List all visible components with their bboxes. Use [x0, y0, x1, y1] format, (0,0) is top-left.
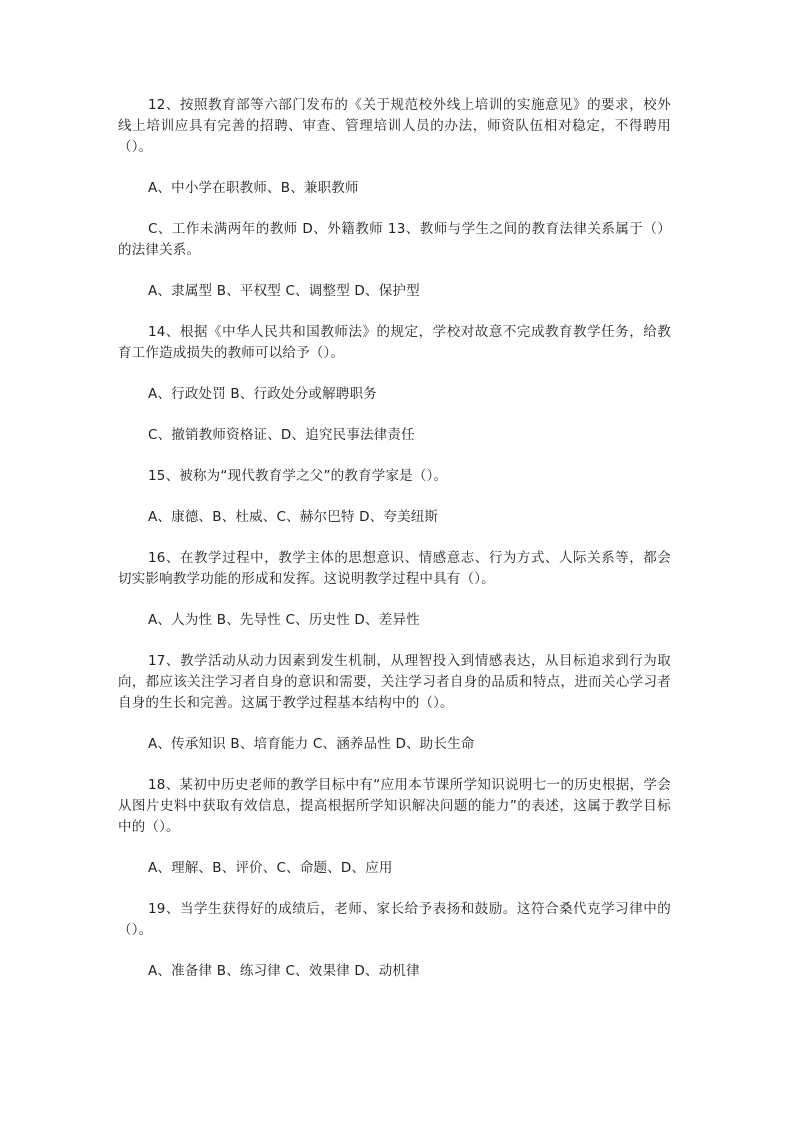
question-16-stem: 16、在教学过程中，教学主体的思想意识、情感意志、行为方式、人际关系等，都会切实影响教学功能的形成和发挥。这说明教学过程中具有（）。: [118, 550, 671, 587]
question-12-options-c-d-question-13-stem: C、工作未满两年的教师 D、外籍教师 13、教师与学生之间的教育法律关系属于（）的法律关系。: [118, 221, 671, 258]
question-14-options-c-d: C、撤销教师资格证、D、追究民事法律责任: [148, 427, 415, 443]
question-15-stem: 15、被称为“现代教育学之父”的教育学家是（）。: [148, 468, 448, 484]
question-14-stem: 14、根据《中华人民共和国教师法》的规定，学校对故意不完成教育教学任务，给教育工作造成损失的教师可以给予（）。: [118, 324, 671, 361]
question-18-options: A、理解、B、评价、C、命题、D、应用: [148, 860, 393, 876]
question-19-options: A、准备律 B、练习律 C、效果律 D、动机律: [148, 963, 420, 979]
question-18-stem: 18、某初中历史老师的教学目标中有“应用本节课所学知识说明七一的历史根据，学会从图片史料中获取有效信息，提高根据所学知识解决问题的能力”的表述，这属于教学目标中的（）。: [118, 777, 671, 835]
question-12-options-a-b: A、中小学在职教师、B、兼职教师: [148, 180, 359, 196]
question-17-options: A、传承知识 B、培育能力 C、涵养品性 D、助长生命: [148, 736, 475, 752]
question-15-options: A、康德、B、杜威、C、赫尔巴特 D、夸美纽斯: [148, 509, 439, 525]
question-17-stem: 17、教学活动从动力因素到发生机制，从理智投入到情感表达，从目标追求到行为取向，都应该关注学习者自身的意识和需要，关注学习者自身的品质和特点，进而关心学习者自身的生长和完善。这属于教学过程基本结构中的（）。: [118, 653, 671, 711]
question-16-options: A、人为性 B、先导性 C、历史性 D、差异性: [148, 612, 420, 628]
question-19-stem: 19、当学生获得好的成绩后，老师、家长给予表扬和鼓励。这符合桑代克学习律中的（）。: [118, 901, 671, 938]
question-13-options: A、隶属型 B、平权型 C、调整型 D、保护型: [148, 283, 420, 299]
question-14-options-a-b: A、行政处罚 B、行政处分或解聘职务: [148, 386, 377, 402]
question-12-stem: 12、按照教育部等六部门发布的《关于规范校外线上培训的实施意见》的要求，校外线上培训应具有完善的招聘、审查、管理培训人员的办法，师资队伍相对稳定，不得聘用（）。: [118, 97, 671, 155]
document-page: [118, 95, 671, 1002]
